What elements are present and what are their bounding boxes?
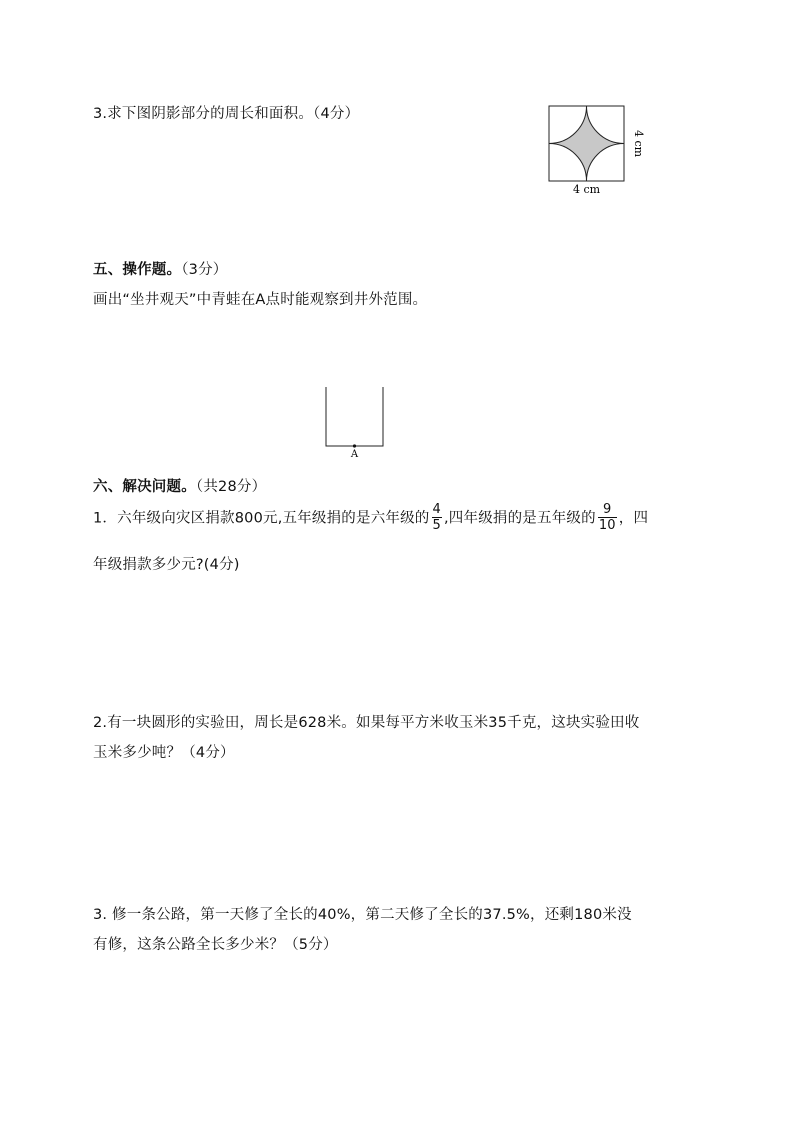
problem1-line1 xyxy=(93,503,648,534)
section6-heading: 六、解决问题。 xyxy=(93,479,196,495)
fraction1-numerator: 4 xyxy=(432,502,441,517)
well-diagram xyxy=(320,385,390,460)
fraction-four-fifths xyxy=(432,502,442,533)
section5-points: （3分） xyxy=(181,262,228,278)
fraction2-numerator: 9 xyxy=(603,502,612,517)
problem2-line1: 2.有一块圆形的实验田，周长是628米。如果每平方米收玉米35千克，这块实验田收 xyxy=(93,715,640,731)
right-length-label: 4 cm xyxy=(632,129,645,158)
problem3-line2: 有修，这条公路全长多少米？（5分） xyxy=(93,937,338,953)
section5-heading: 五、操作题。 xyxy=(93,262,182,278)
shaded-square-figure xyxy=(540,100,650,200)
problem3-line1: 3. 修一条公路，第一天修了全长的40%，第二天修了全长的37.5%，还剩180米没 xyxy=(93,907,632,923)
section5-title xyxy=(93,258,227,279)
q3-prompt: 3.求下图阴影部分的周长和面积。（4分） xyxy=(93,106,360,122)
problem1-text-a: 1．六年级向灾区捐款800元,五年级捐的是六年级的 xyxy=(93,510,430,527)
shaded-region xyxy=(549,106,624,181)
problem2-line2: 玉米多少吨？（4分） xyxy=(93,745,235,761)
fraction1-denominator: 5 xyxy=(432,518,441,533)
point-a-label: A xyxy=(350,449,359,460)
fraction2-denominator: 10 xyxy=(598,518,616,533)
well-outline xyxy=(326,387,383,446)
section6-title xyxy=(93,475,266,496)
problem1-text-b: ,四年级捐的是五年级的 xyxy=(444,510,596,527)
point-a-dot xyxy=(353,444,356,447)
problem1-text-c: ，四 xyxy=(618,510,649,527)
problem1-line2: 年级捐款多少元?(4分) xyxy=(93,557,240,573)
section6-points: （共28分） xyxy=(195,479,267,495)
fraction-nine-tenths xyxy=(598,502,617,533)
section5-instruction: 画出“坐井观天”中青蛙在A点时能观察到井外范围。 xyxy=(93,292,428,308)
bottom-length-label: 4 cm xyxy=(572,183,601,196)
